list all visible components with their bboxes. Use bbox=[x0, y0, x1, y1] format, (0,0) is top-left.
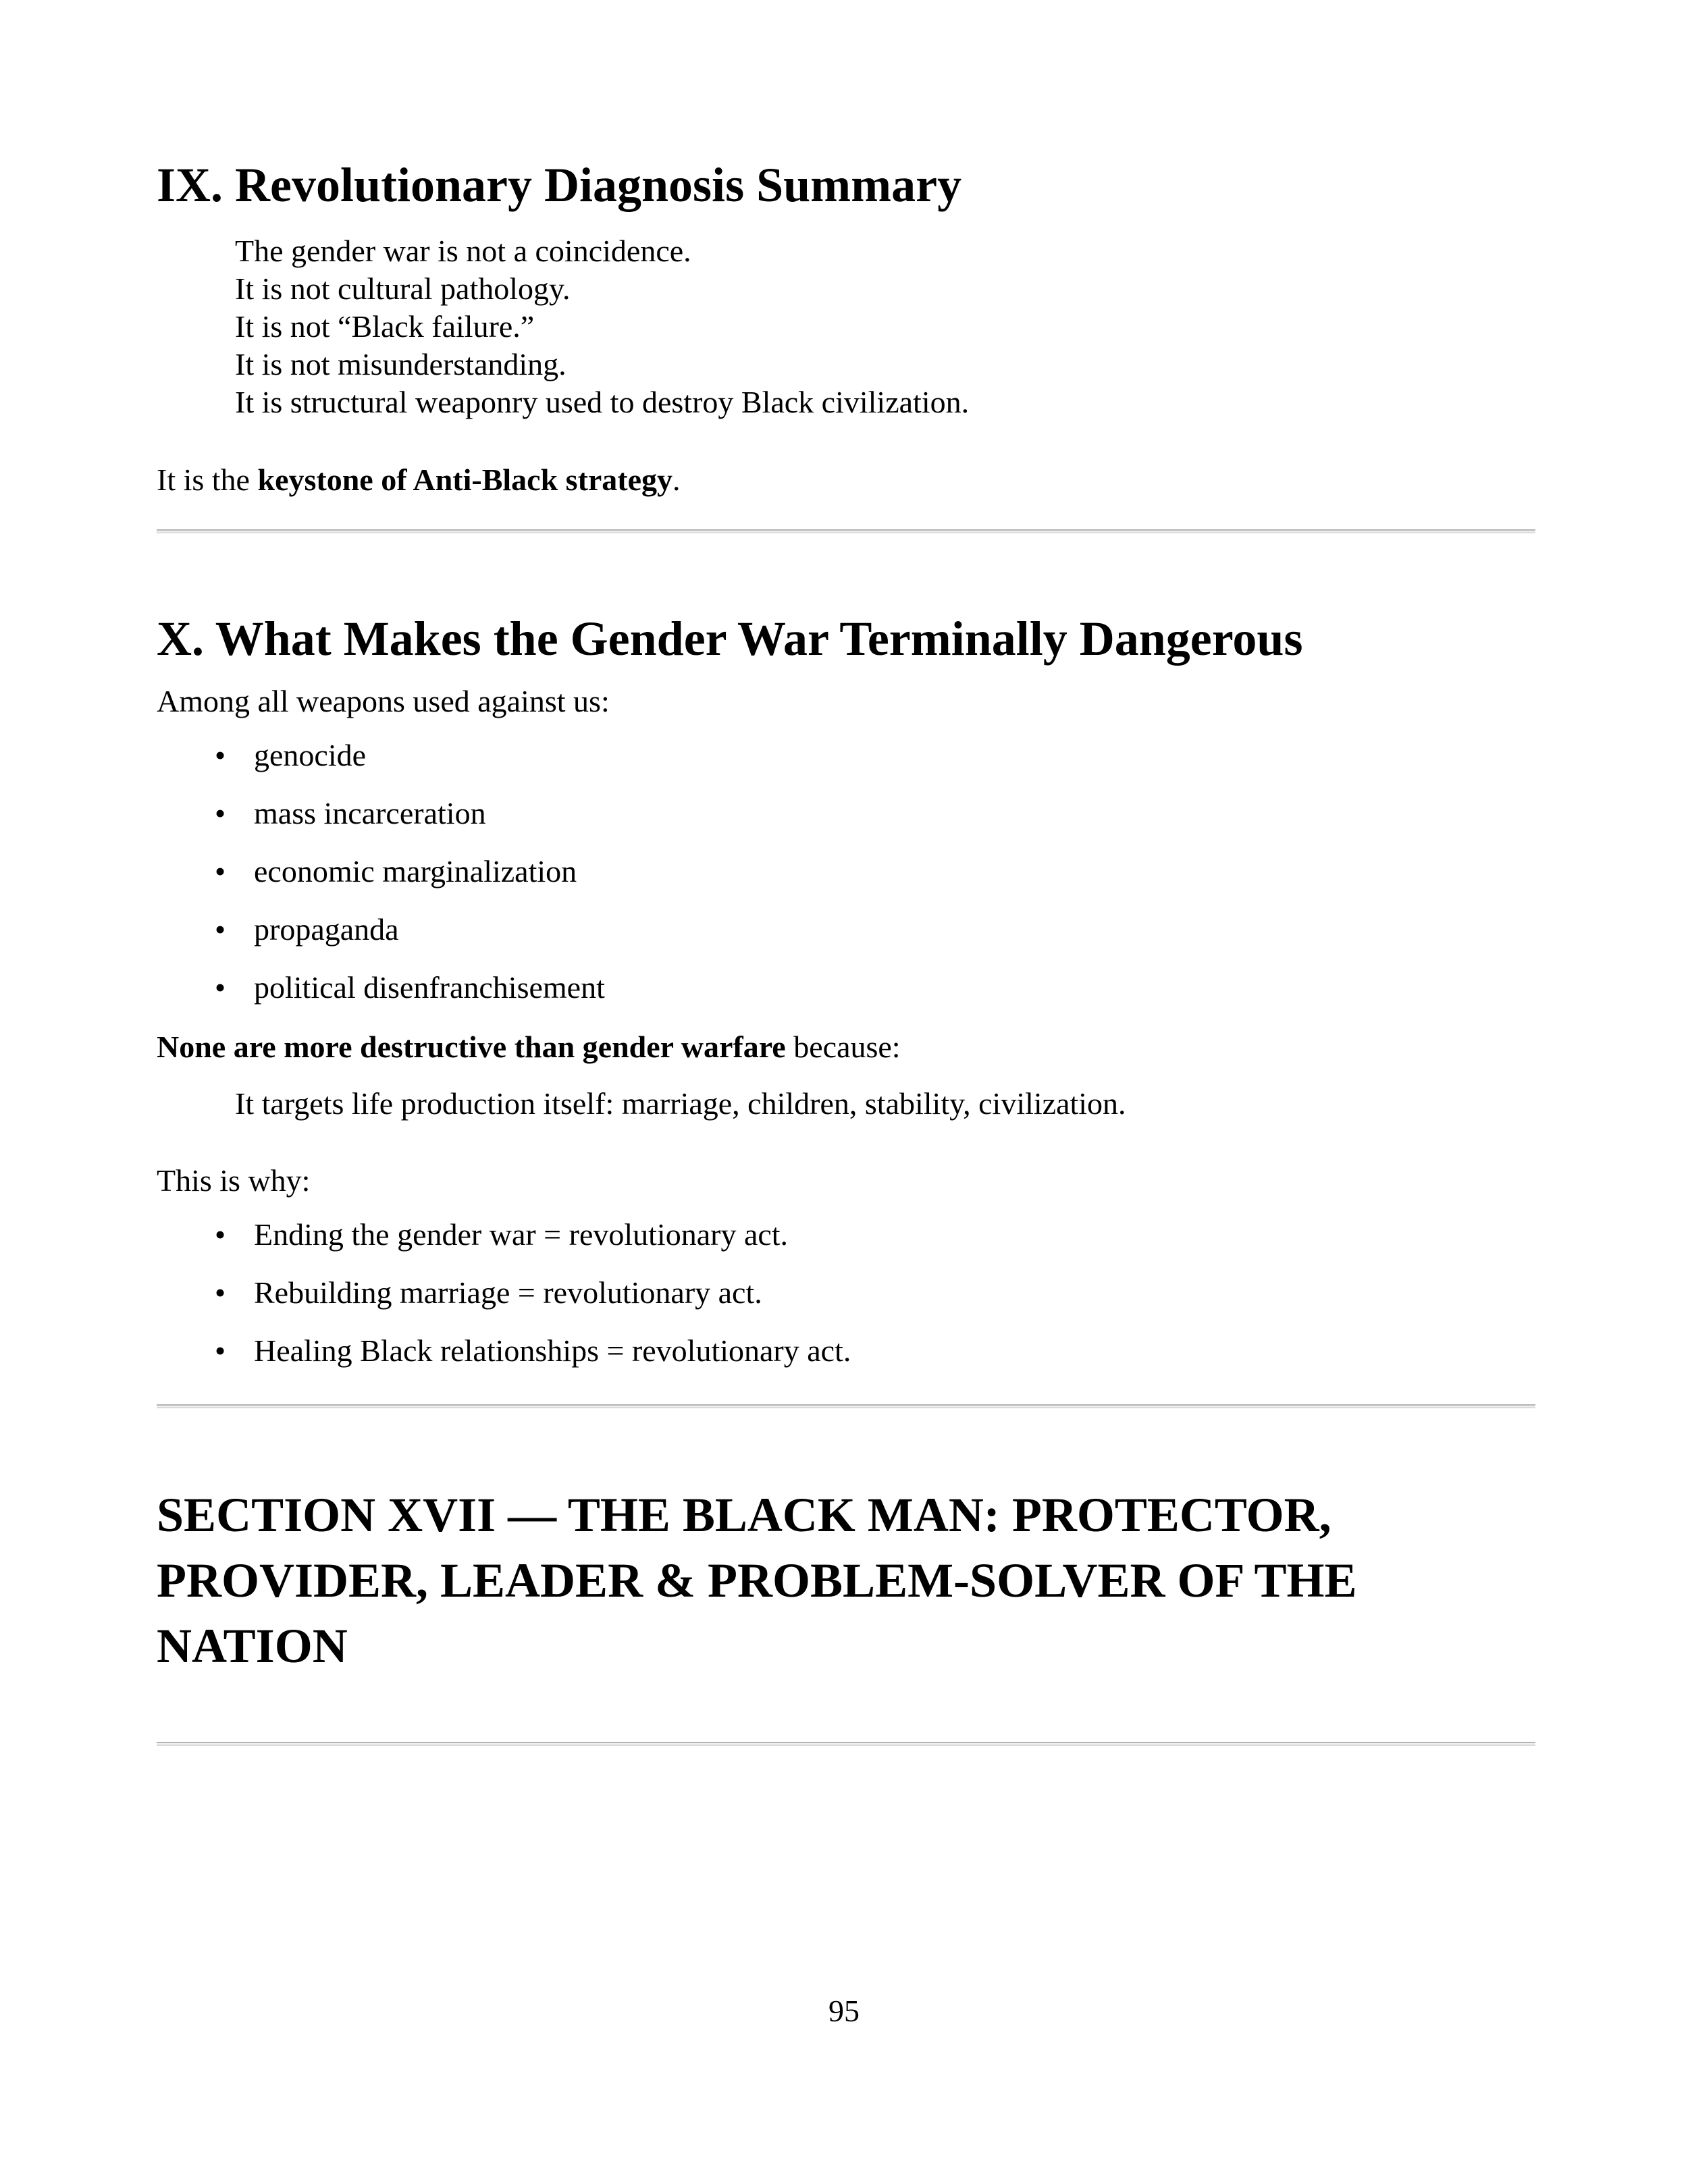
bullet-icon: • bbox=[215, 1275, 226, 1310]
section-xvii-heading: SECTION XVII — THE BLACK MAN: PROTECTOR, PROVIDER, LEADER & PROBLEM-SOLVER OF THE NATION bbox=[157, 1488, 1357, 1673]
conclusion-prefix: It is the bbox=[157, 462, 258, 497]
horizontal-rule bbox=[157, 1404, 1535, 1408]
gender-warfare-claim bbox=[157, 1032, 901, 1063]
claim-emphasis: None are more destructive than gender warfare bbox=[157, 1030, 786, 1064]
bullet-icon: • bbox=[215, 1333, 226, 1368]
bullet-icon: • bbox=[215, 1217, 226, 1252]
conclusion-suffix: . bbox=[672, 462, 681, 497]
diagnosis-line: The gender war is not a coincidence. bbox=[235, 234, 691, 268]
diagnosis-line: It is not “Black failure.” bbox=[235, 309, 535, 344]
page-number: 95 bbox=[828, 1994, 860, 2028]
diagnosis-line: It is not misunderstanding. bbox=[235, 347, 566, 381]
conclusion-emphasis: keystone of Anti-Black strategy bbox=[257, 462, 673, 497]
section-ix-heading: IX. Revolutionary Diagnosis Summary bbox=[157, 158, 962, 212]
bullet-icon: • bbox=[215, 912, 226, 947]
bullet-icon: • bbox=[215, 738, 226, 772]
horizontal-rule bbox=[157, 1742, 1535, 1746]
diagnosis-conclusion bbox=[157, 464, 681, 496]
horizontal-rule bbox=[157, 529, 1535, 533]
diagnosis-line: It is not cultural pathology. bbox=[235, 271, 571, 306]
bullet-icon: • bbox=[215, 796, 226, 830]
claim-suffix: because: bbox=[785, 1030, 901, 1064]
section-x-heading: X. What Makes the Gender War Terminally Dangerous bbox=[157, 612, 1303, 666]
diagnosis-lines bbox=[235, 232, 969, 421]
weapons-intro: Among all weapons used against us: bbox=[157, 684, 610, 718]
bullet-icon: • bbox=[215, 970, 226, 1005]
life-production-reason: It targets life production itself: marriage, children, stability, civilization. bbox=[235, 1086, 1126, 1121]
bullet-icon: • bbox=[215, 854, 226, 888]
diagnosis-line: It is structural weaponry used to destroy Black civilization. bbox=[235, 385, 970, 419]
why-intro: This is why: bbox=[157, 1163, 311, 1198]
